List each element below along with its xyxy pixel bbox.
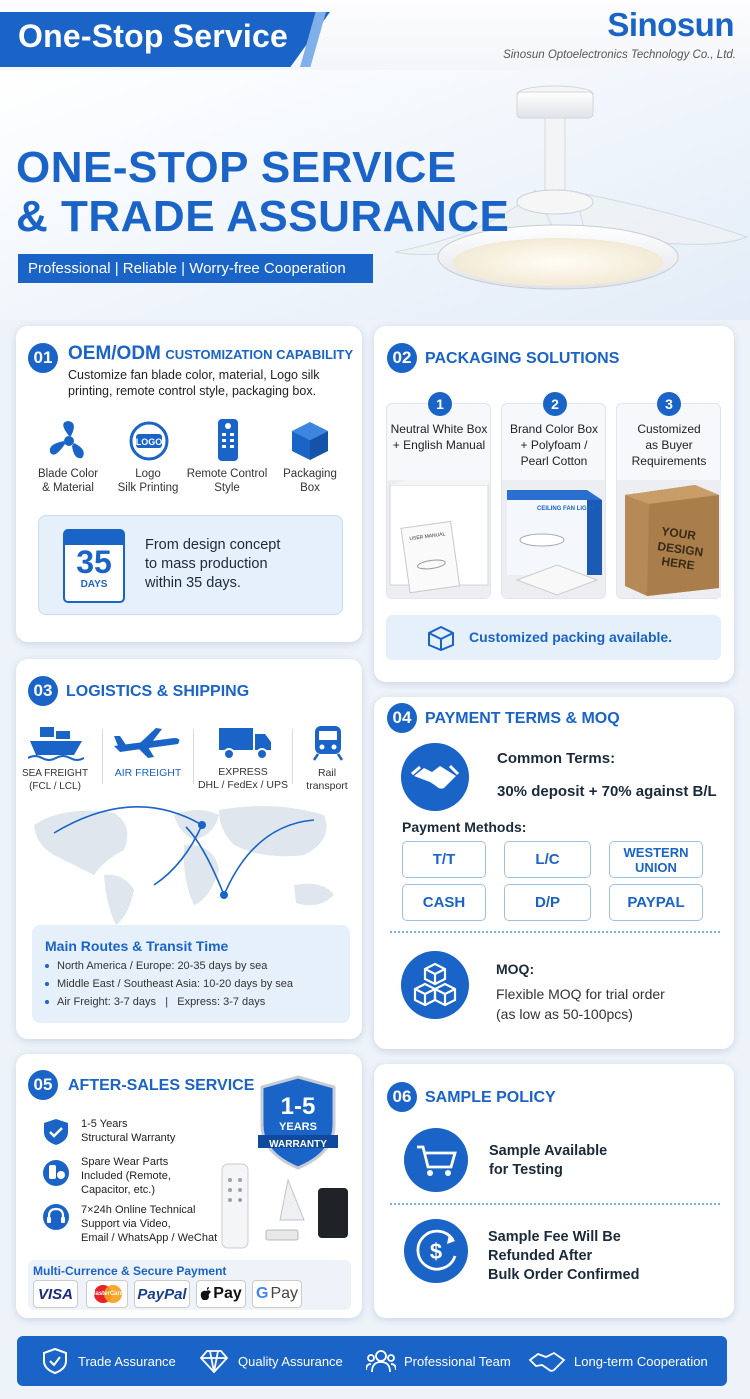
payment-method-western-union: WESTERN UNION — [609, 841, 703, 878]
hero-title-line2: & TRADE ASSURANCE — [16, 192, 510, 241]
warranty-years-number: 1-5 — [280, 1093, 316, 1120]
oem-title — [68, 343, 353, 365]
section-number: 03 — [28, 676, 58, 706]
box-icon — [290, 420, 330, 462]
oem-title-main: OEM/ODM — [68, 343, 161, 364]
common-terms-label: Common Terms: — [497, 750, 616, 767]
payment-method-cash: CASH — [402, 884, 486, 921]
shield-icon — [42, 1348, 68, 1374]
package-icon — [427, 625, 455, 651]
shipping-mode-label: Rail transport — [306, 767, 348, 792]
currency-title: Multi-Currence & Secure Payment — [33, 1264, 227, 1278]
section-number: 04 — [387, 703, 417, 733]
option-number: 1 — [428, 392, 452, 416]
ship-icon — [28, 725, 84, 761]
oem-desc-line: printing, remote control style, packaging box. — [68, 384, 317, 398]
divider — [292, 729, 293, 784]
svg-text:YOUR: YOUR — [660, 524, 697, 543]
visa-logo: VISA — [33, 1280, 78, 1308]
svg-text:LOGO: LOGO — [135, 437, 163, 447]
cubes-icon — [400, 950, 470, 1020]
train-icon — [312, 725, 344, 761]
svg-text:$: $ — [429, 1239, 443, 1264]
white-box-image — [387, 480, 490, 598]
hero-title-line1: ONE-STOP SERVICE — [16, 143, 457, 192]
common-terms-value: 30% deposit + 70% against B/L — [497, 783, 717, 800]
packaging-title: PACKAGING SOLUTIONS — [425, 350, 620, 367]
hero-tagline: Professional | Reliable | Worry-free Cooperation — [18, 254, 373, 283]
google-pay-logo: G Pay — [252, 1280, 302, 1308]
divider — [102, 729, 103, 784]
option-number: 2 — [543, 392, 567, 416]
divider — [390, 931, 720, 933]
oem-item-label: Logo Silk Printing — [117, 468, 179, 494]
logo-badge-icon — [128, 420, 170, 462]
sample-title: SAMPLE POLICY — [425, 1089, 556, 1106]
truck-icon — [217, 725, 273, 761]
payment-method-dp: D/P — [504, 884, 591, 921]
section-number: 05 — [28, 1070, 58, 1100]
routes-title: Main Routes & Transit Time — [45, 938, 229, 954]
option-number: 3 — [657, 392, 681, 416]
aftersales-item: Spare Wear Parts Included (Remote, Capacitor, etc.) — [81, 1156, 171, 1196]
warranty-years-label: YEARS — [279, 1121, 317, 1133]
airplane-icon — [112, 726, 182, 760]
oem-desc-line: Customize fan blade color, material, Logo silk — [68, 368, 320, 382]
route-item: North America / Europe: 20-35 days by sea — [45, 960, 267, 972]
aftersales-title: AFTER-SALES SERVICE — [68, 1077, 255, 1094]
payment-method-tt: T/T — [402, 841, 486, 878]
paypal-logo: PayPal — [134, 1280, 190, 1308]
option-label: Customized as Buyer Requirements — [631, 422, 707, 468]
svg-text:HERE: HERE — [660, 554, 696, 573]
kraft-box-image — [617, 480, 721, 598]
svg-text:CEILING FAN LIGHT: CEILING FAN LIGHT — [537, 506, 595, 512]
moq-text: Flexible MOQ for trial order (as low as 50-100pcs) — [496, 986, 665, 1022]
footer-long-term-cooperation: Long-term Cooperation — [528, 1348, 708, 1374]
section-number: 02 — [387, 343, 417, 373]
warranty-label: WARRANTY — [269, 1139, 327, 1150]
apple-pay-logo: Pay — [196, 1280, 246, 1308]
section-number: 06 — [387, 1082, 417, 1112]
shipping-mode-label: SEA FREIGHT (FCL / LCL) — [21, 768, 89, 792]
oem-description — [68, 367, 320, 399]
payment-methods-label: Payment Methods: — [402, 819, 527, 835]
world-map-image — [24, 795, 354, 930]
fan-blade-icon — [48, 420, 90, 462]
mastercard-logo: MasterCard — [86, 1280, 128, 1308]
option-label: Neutral White Box + English Manual — [390, 422, 488, 452]
payment-method-lc: L/C — [504, 841, 591, 878]
option-label: Brand Color Box + Polyfoam / Pearl Cotton — [509, 422, 599, 468]
footer-trade-assurance: Trade Assurance — [42, 1348, 176, 1374]
packing-note: Customized packing available. — [469, 629, 673, 645]
svg-text:DESIGN: DESIGN — [656, 539, 705, 560]
oem-item-label: Remote Control Style — [186, 468, 268, 494]
footer-quality-assurance: Quality Assurance — [200, 1348, 343, 1374]
refund-icon — [403, 1218, 469, 1284]
brand-box-image — [502, 480, 605, 598]
svg-text:USER MANUAL: USER MANUAL — [409, 531, 446, 543]
brand-logo: Sinosun — [607, 6, 734, 43]
calendar-icon — [63, 529, 125, 603]
team-icon — [366, 1348, 396, 1374]
section-number: 01 — [28, 343, 58, 373]
route-item: Middle East / Southeast Asia: 10-20 days by sea — [45, 978, 293, 990]
logistics-title: LOGISTICS & SHIPPING — [66, 683, 250, 700]
aftersales-item: 7×24h Online Technical Support via Video, Email / WhatsApp / WeChat — [81, 1204, 218, 1244]
oem-item-label: Blade Color & Material — [37, 468, 99, 494]
moq-label: MOQ: — [496, 961, 535, 977]
payment-title: PAYMENT TERMS & MOQ — [425, 710, 620, 727]
handshake-icon — [400, 742, 470, 812]
lead-time-text: From design concept to mass production within 35 days. — [145, 537, 281, 591]
sample-refund: Sample Fee Will Be Refunded After Bulk Order Confirmed — [488, 1229, 640, 1283]
company-name: Sinosun Optoelectronics Technology Co., Ltd. — [503, 49, 736, 61]
headset-icon — [42, 1203, 70, 1231]
shield-check-icon — [42, 1118, 70, 1146]
shipping-mode-label: EXPRESS DHL / FedEx / UPS — [197, 766, 289, 791]
payment-method-paypal: PAYPAL — [609, 884, 703, 921]
aftersales-item: 1-5 Years Structural Warranty — [81, 1118, 176, 1144]
oem-item-label: Packaging Box — [283, 468, 337, 494]
handshake-icon — [528, 1348, 566, 1374]
spare-parts-icon — [42, 1158, 70, 1188]
divider — [390, 1203, 720, 1205]
calendar-unit: DAYS — [80, 579, 108, 590]
banner-title: One-Stop Service — [18, 18, 288, 54]
footer-professional-team: Professional Team — [366, 1348, 511, 1374]
shipping-mode-label: AIR FREIGHT — [114, 767, 182, 779]
calendar-number: 35 — [76, 544, 112, 580]
spare-parts-image — [218, 1160, 358, 1252]
shopping-cart-icon — [403, 1127, 469, 1193]
remote-control-icon — [215, 418, 241, 462]
sample-availability: Sample Available for Testing — [489, 1143, 608, 1178]
diamond-icon — [200, 1348, 228, 1374]
route-item: Air Freight: 3-7 days | Express: 3-7 days — [45, 996, 265, 1008]
oem-title-sub: CUSTOMIZATION CAPABILITY — [165, 347, 354, 362]
